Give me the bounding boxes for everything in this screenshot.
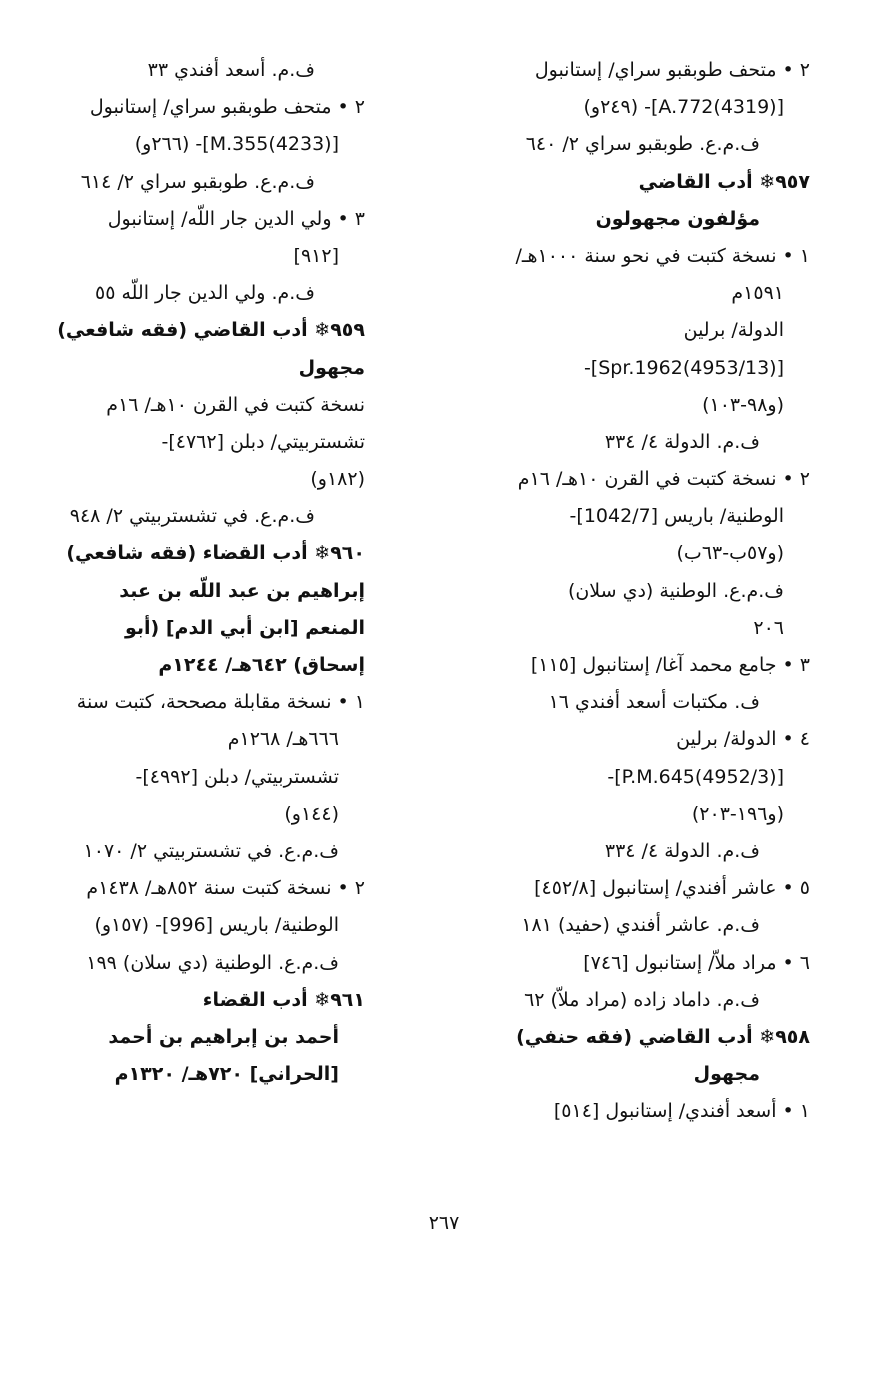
text-line: ف.م.ع. طوبقبو سراي ٢/ ٦١٤ bbox=[80, 170, 315, 193]
heading-line: ٩٥٩❄ أدب القاضي (فقه شافعي) bbox=[57, 319, 365, 342]
text-line: الوطنية/ باريس [996]- (١٥٧و) bbox=[94, 914, 339, 937]
heading-line: إبراهيم بن عبد اللّه بن عبد bbox=[119, 579, 365, 602]
text-line: ف.م.ع. الوطنية (دي سلان) bbox=[567, 579, 784, 602]
heading-line: مجهول bbox=[298, 356, 365, 379]
heading-line: ٩٥٧❄ أدب القاضي bbox=[638, 170, 810, 193]
text-line: ١ • أسعد أفندي/ إستانبول [٥١٤] bbox=[553, 1100, 810, 1123]
text-line: (١٤٤و) bbox=[284, 802, 339, 825]
text-line: ف.م.ع. الوطنية (دي سلان) ١٩٩ bbox=[86, 951, 339, 974]
text-line: ٢ • متحف طوبقبو سراي/ إستانبول bbox=[534, 59, 810, 81]
text-line: (و١٩٦-٢٠٣) bbox=[691, 802, 784, 825]
page-number: ٢٦٧ bbox=[428, 1212, 460, 1234]
text-line: ف.م.ع. في تشستربيتي ٢/ ١٠٧٠ bbox=[83, 839, 339, 862]
text-line: ف.م. الدولة ٤/ ٣٣٤ bbox=[604, 839, 760, 862]
text-line: نسخة كتبت في القرن ١٠هـ/ ١٦م bbox=[106, 393, 365, 416]
right-column bbox=[470, 52, 810, 1130]
text-line: ف.م.ع. في تشستربيتي ٢/ ٩٤٨ bbox=[69, 505, 315, 528]
text-line: تشستربيتي/ دبلن [٤٩٩٢]- bbox=[135, 765, 339, 788]
text-line: [(4233)M.355]- (٢٦٦و) bbox=[134, 133, 339, 156]
heading-line: ٩٦١❄ أدب القضاء bbox=[202, 988, 365, 1011]
text-line: ٢ • نسخة كتبت سنة ٨٥٢هـ/ ١٤٣٨م bbox=[86, 877, 365, 900]
text-line: [(4953/13)Spr.1962]- bbox=[583, 356, 784, 379]
text-line: ٦٦٦هـ/ ١٢٦٨م bbox=[227, 728, 339, 751]
text-line: ١٥٩١م bbox=[731, 282, 784, 305]
heading-line: مجهول bbox=[693, 1063, 760, 1086]
text-line: الوطنية/ باريس [1042/7]- bbox=[569, 505, 784, 528]
text-line: ١ • نسخة مقابلة مصححة، كتبت سنة bbox=[76, 691, 365, 714]
text-line: ف. مكتبات أسعد أفندي ١٦ bbox=[548, 691, 760, 714]
text-line: ف.م.ع. طوبقبو سراي ٢/ ٦٤٠ bbox=[525, 133, 760, 156]
heading-line: المنعم [ابن أبي الدم] (أبو bbox=[125, 616, 365, 639]
text-line: ف.م. داماد زاده (مراد ملاّ) ٦٢ bbox=[524, 988, 760, 1011]
text-line: ٤ • الدولة/ برلين bbox=[676, 728, 810, 751]
heading-line: مؤلفون مجهولون bbox=[595, 207, 760, 230]
text-line: (و٥٧ب-٦٣ب) bbox=[676, 542, 784, 565]
text-line: ٦ • مراد ملاّ/ إستانبول [٧٤٦] bbox=[583, 951, 810, 974]
text-line: (و٩٨-١٠٣) bbox=[702, 393, 784, 416]
heading-line: إسحاق) ٦٤٢هـ/ ١٢٤٤م bbox=[158, 654, 365, 676]
text-line: ٣ • ولي الدين جار اللّه/ إستانبول bbox=[107, 207, 365, 230]
text-line: ٢ • متحف طوبقبو سراي/ إستانبول bbox=[89, 96, 365, 119]
left-column bbox=[25, 52, 365, 1093]
text-line: ف.م. ولي الدين جار اللّه ٥٥ bbox=[94, 282, 315, 305]
text-line: [٩١٢] bbox=[293, 244, 339, 267]
text-line: ٥ • عاشر أفندي/ إستانبول [٤٥٢/٨] bbox=[534, 877, 810, 900]
text-line: [(4952/3)P.M.645]- bbox=[607, 765, 784, 788]
heading-line: ٩٥٨❄ أدب القاضي (فقه حنفي) bbox=[516, 1025, 810, 1048]
text-line: ١ • نسخة كتبت في نحو سنة ١٠٠٠هـ/ bbox=[515, 244, 810, 267]
text-line: ٢٠٦ bbox=[753, 616, 784, 639]
heading-line: أحمد بن إبراهيم بن أحمد bbox=[108, 1025, 339, 1048]
heading-line: [الحراني] ٧٢٠هـ/ ١٣٢٠م bbox=[114, 1063, 339, 1086]
text-line: ف.م. عاشر أفندي (حفيد) ١٨١ bbox=[521, 914, 760, 937]
text-line: تشستربيتي/ دبلن [٤٧٦٢]- bbox=[161, 430, 365, 453]
text-line: (١٨٢و) bbox=[310, 468, 365, 491]
text-line: ف.م. الدولة ٤/ ٣٣٤ bbox=[604, 430, 760, 453]
text-line: [(4319)A.772]- (٢٤٩و) bbox=[583, 96, 784, 119]
text-line: الدولة/ برلين bbox=[683, 319, 784, 342]
text-line: ف.م. أسعد أفندي ٣٣ bbox=[147, 59, 315, 81]
text-line: ٣ • جامع محمد آغا/ إستانبول [١١٥] bbox=[530, 654, 810, 676]
text-line: ٢ • نسخة كتبت في القرن ١٠هـ/ ١٦م bbox=[517, 468, 810, 491]
heading-line: ٩٦٠❄ أدب القضاء (فقه شافعي) bbox=[66, 542, 365, 565]
